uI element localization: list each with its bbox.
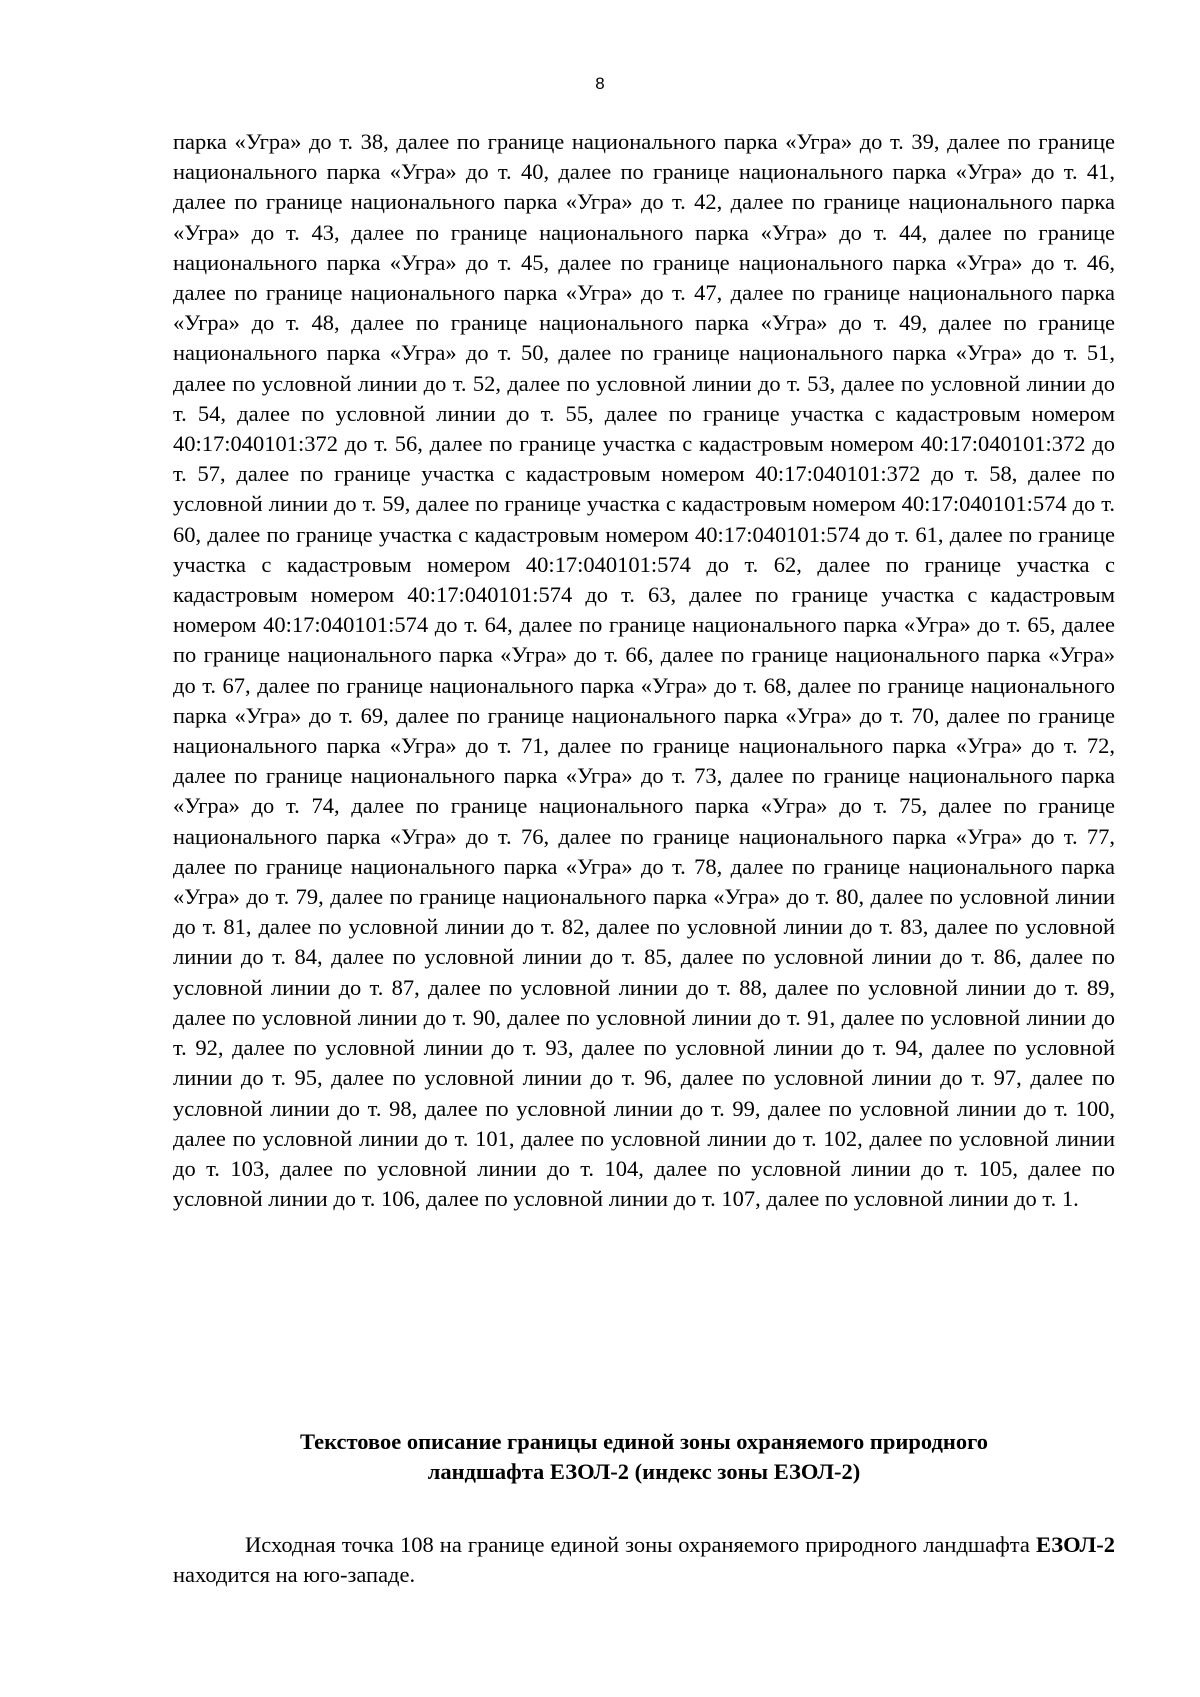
intro-text-start: Исходная точка 108 на границе единой зоны охраняемого природного ландшафта: [245, 1532, 1036, 1557]
section-heading-line-1: Текстовое описание границы единой зоны охраняемого природного: [300, 1429, 988, 1454]
intro-paragraph: [173, 1530, 1115, 1590]
section-heading: [173, 1427, 1115, 1487]
section-heading-line-2: ландшафта ЕЗОЛ-2 (индекс зоны ЕЗОЛ-2): [427, 1459, 861, 1484]
boundary-description-paragraph: парка «Угра» до т. 38, далее по границе национального парка «Угра» до т. 39, далее по границе национального парка «Угра» до т. 40, далее по границе национального парка «Угра» до т. 41, далее по границе национального парка «Угра» до т. 42, далее по границе национального парка «Угра» до т. 43, далее по границе национального парка «Угра» до т. 44, далее по границе национального парка «Угра» до т. 45, далее по границе национального парка «Угра» до т. 46, далее по границе национального парка «Угра» до т. 47, далее по границе национального парка «Угра» до т. 48, далее по границе национального парка «Угра» до т. 49, далее по границе национального парка «Угра» до т. 50, далее по границе национального парка «Угра» до т. 51, далее по условной линии до т. 52, далее по условной линии до т. 53, далее по условной линии до т. 54, далее по условной линии до т. 55, далее по границе участка с кадастровым номером 40:17:040101:372 до т. 56, далее по границе участка с кадастровым номером 40:17:040101:372 до т. 57, далее по границе участка с кадастровым номером 40:17:040101:372 до т. 58, далее по условной линии до т. 59, далее по границе участка с кадастровым номером 40:17:040101:574 до т. 60, далее по границе участка с кадастровым номером 40:17:040101:574 до т. 61, далее по границе участка с кадастровым номером 40:17:040101:574 до т. 62, далее по границе участка с кадастровым номером 40:17:040101:574 до т. 63, далее по границе участка с кадастровым номером 40:17:040101:574 до т. 64, далее по границе национального парка «Угра» до т. 65, далее по границе национального парка «Угра» до т. 66, далее по границе национального парка «Угра» до т. 67, далее по границе национального парка «Угра» до т. 68, далее по границе национального парка «Угра» до т. 69, далее по границе национального парка «Угра» до т. 70, далее по границе национального парка «Угра» до т. 71, далее по границе национального парка «Угра» до т. 72, далее по границе национального парка «Угра» до т. 73, далее по границе национального парка «Угра» до т. 74, далее по границе национального парка «Угра» до т. 75, далее по границе национального парка «Угра» до т. 76, далее по границе национального парка «Угра» до т. 77, далее по границе национального парка «Угра» до т. 78, далее по границе национального парка «Угра» до т. 79, далее по границе национального парка «Угра» до т. 80, далее по условной линии до т. 81, далее по условной линии до т. 82, далее по условной линии до т. 83, далее по условной линии до т. 84, далее по условной линии до т. 85, далее по условной линии до т. 86, далее по условной линии до т. 87, далее по условной линии до т. 88, далее по условной линии до т. 89, далее по условной линии до т. 90, далее по условной линии до т. 91, далее по условной линии до т. 92, далее по условной линии до т. 93, далее по условной линии до т. 94, далее по условной линии до т. 95, далее по условной линии до т. 96, далее по условной линии до т. 97, далее по условной линии до т. 98, далее по условной линии до т. 99, далее по условной линии до т. 100, далее по условной линии до т. 101, далее по условной линии до т. 102, далее по условной линии до т. 103, далее по условной линии до т. 104, далее по условной линии до т. 105, далее по условной линии до т. 106, далее по условной линии до т. 107, далее по условной линии до т. 1.: [173, 129, 1115, 1212]
intro-text-end: находится на юго-западе.: [173, 1562, 416, 1587]
page-number: 8: [595, 74, 605, 93]
zone-code-bold: ЕЗОЛ-2: [1035, 1532, 1115, 1557]
